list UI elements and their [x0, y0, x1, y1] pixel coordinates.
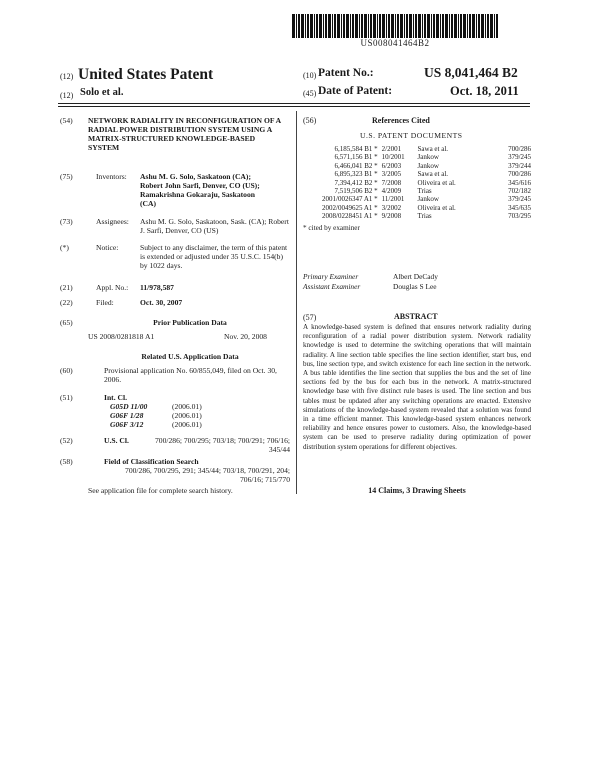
- inventor-line: Robert John Sarfi, Denver, CO (US);: [140, 181, 260, 190]
- ref-class: 702/182: [508, 187, 532, 196]
- field-label: Field of Classification Search: [104, 457, 199, 466]
- barcode-bar: [346, 14, 349, 38]
- ref-number: 2002/0049625 A1 *: [322, 203, 378, 212]
- abstract-text: A knowledge-based system is defined that ensures network radiality during reconfiguration of a radial power distribution system. Network radiality knowledge is used to determine the switching operations that will maintain radiality. A line section table specifies the line section identifier, start bus, end bus, line section type, and switch existence for each line section in the network. A bus table identifies the line section that supplies the bus and the set of line sections fed by the bus for each bus in the network. A matrix-structured knowledge base with five distinct rule bases is used. The line section and bus tables must be updated after any switching operations are enacted. Extensive simulations of the knowledge-based system revealed that a solution was found in a time efficient manner. This knowledge-based system enhances network reliability and hence ensures power to customers. Also, the knowledge-based system can be used to preserve radiality during optimization of power distribution system operations for different objectives.: [303, 323, 531, 451]
- cited-note: * cited by examiner: [303, 224, 360, 232]
- assistant-examiner: Douglas S Lee: [393, 282, 437, 291]
- barcode-bar: [364, 14, 367, 38]
- barcode-bar: [485, 14, 486, 38]
- int-cl-code: (51): [60, 393, 73, 402]
- ref-name: Jankow: [417, 153, 439, 162]
- related-text: Provisional application No. 60/855,049, filed on Oct. 30, 2006.: [104, 366, 277, 384]
- prior-pub-number: US 2008/0281818 A1: [88, 332, 155, 341]
- reference-row: [303, 204, 531, 212]
- us-cl-value: 700/286; 700/295; 703/18; 700/291; 706/16; 345/44: [154, 436, 290, 454]
- barcode-bar: [379, 14, 381, 38]
- appl-label: Appl. No.:: [96, 283, 129, 292]
- barcode-bar: [314, 14, 315, 38]
- reference-row: [303, 170, 531, 178]
- assignees-label: Assignees:: [96, 217, 129, 226]
- ref-name: Trias: [417, 212, 432, 221]
- inid-code-19: (12): [60, 72, 74, 81]
- ref-number: 7,519,506 B2 *: [334, 187, 378, 196]
- assistant-examiner-row: [303, 282, 438, 292]
- filed-date: Oct. 30, 2007: [140, 298, 183, 307]
- ref-class: 345/635: [508, 203, 532, 212]
- ref-number: 6,895,323 B1 *: [334, 170, 378, 179]
- examiners: [303, 272, 438, 292]
- assignees-code: (73): [60, 217, 73, 226]
- ref-name: Jankow: [417, 161, 439, 170]
- reference-row: [303, 187, 531, 195]
- barcode-bar: [469, 14, 471, 38]
- int-cl-class: G06F 3/12: [110, 420, 144, 429]
- ref-class: 700/286: [508, 145, 532, 153]
- ref-name: Trias: [417, 187, 432, 196]
- int-cl-row: [110, 420, 290, 429]
- barcode-bar: [373, 14, 376, 38]
- barcode-bar: [472, 14, 475, 38]
- barcode-bar: [406, 14, 408, 38]
- ref-date: 11/2001: [381, 195, 405, 204]
- inventor-line: (CA): [140, 199, 157, 208]
- filed-code: (22): [60, 298, 73, 307]
- us-cl-code: (52): [60, 436, 73, 445]
- barcode-bar: [433, 14, 435, 38]
- int-cl-year: (2006.01): [172, 402, 202, 411]
- claims-summary: 14 Claims, 3 Drawing Sheets: [368, 486, 466, 495]
- ref-date: 6/2003: [381, 161, 402, 170]
- barcode-bar: [436, 14, 439, 38]
- ref-number: 2001/0026347 A1 *: [322, 195, 378, 204]
- prior-pub-heading: Prior Publication Data: [153, 318, 227, 327]
- refs-code: (56): [303, 116, 317, 125]
- barcode-bar: [350, 14, 351, 38]
- patent-date-label: Date of Patent:: [318, 85, 393, 97]
- barcode-bar: [319, 14, 322, 38]
- reference-row: [303, 162, 531, 170]
- barcode-bar: [352, 14, 354, 38]
- ref-number: 6,571,156 B1 *: [334, 153, 378, 162]
- barcode-bar: [310, 14, 313, 38]
- barcode-bar: [292, 14, 295, 38]
- barcode-bar: [467, 14, 468, 38]
- patent-number-label: Patent No.:: [318, 67, 374, 79]
- see-application: See application file for complete search history.: [88, 486, 233, 495]
- barcode-bar: [332, 14, 333, 38]
- ref-name: Oliveira et al.: [417, 203, 456, 212]
- barcode-bar: [400, 14, 403, 38]
- barcode-bar: [397, 14, 399, 38]
- patent-title: NETWORK RADIALITY IN RECONFIGURATION OF A RADIAL POWER DISTRIBUTION SYSTEM USING A MATRIX-STRUCTURED KNOWLEDGE-BASED SYSTEM: [88, 116, 281, 152]
- ref-date: 2/2001: [381, 145, 402, 153]
- barcode-bar: [424, 14, 426, 38]
- inventor-line: Ashu M. G. Solo, Saskatoon (CA);: [140, 172, 251, 181]
- barcode-bar: [476, 14, 477, 38]
- barcode-bar: [496, 14, 498, 38]
- barcode-bar: [361, 14, 363, 38]
- related-code: (60): [60, 366, 73, 375]
- ref-date: 10/2001: [381, 153, 405, 162]
- int-cl-label: Int. Cl.: [104, 393, 127, 402]
- header-rule-top: [58, 103, 530, 104]
- inventors-list: [140, 172, 290, 208]
- prior-pub-code: (65): [60, 318, 73, 327]
- barcode-bar: [359, 14, 360, 38]
- column-divider: [296, 111, 297, 494]
- related-heading: Related U.S. Application Data: [141, 352, 239, 361]
- barcode-bar: [449, 14, 450, 38]
- int-cl-row: [110, 411, 290, 420]
- barcode-bar: [490, 14, 493, 38]
- ref-date: 3/2002: [381, 203, 402, 212]
- barcode-bar: [422, 14, 423, 38]
- int-cl-row: [110, 402, 290, 411]
- barcode-bar: [377, 14, 378, 38]
- barcode-bar: [355, 14, 358, 38]
- notice-code: (*): [60, 243, 69, 252]
- barcode-bar: [301, 14, 304, 38]
- ref-class: 700/286: [508, 170, 532, 179]
- ref-number: 2008/0228451 A1 *: [322, 212, 378, 221]
- ref-class: 379/245: [508, 195, 532, 204]
- barcode: [292, 14, 502, 38]
- primary-examiner-label: Primary Examiner: [303, 272, 359, 281]
- ref-number: 7,394,412 B2 *: [334, 178, 378, 187]
- barcode-bar: [388, 14, 390, 38]
- notice-label: Notice:: [96, 243, 119, 252]
- barcode-bar: [343, 14, 345, 38]
- int-cl-year: (2006.01): [172, 411, 202, 420]
- inventor-short: Solo et al.: [80, 87, 124, 98]
- barcode-bar: [451, 14, 453, 38]
- ref-class: 379/245: [508, 153, 532, 162]
- patent-date: Oct. 18, 2011: [450, 84, 519, 98]
- abstract-code: (57): [303, 313, 317, 322]
- inid-code-10: (10): [303, 71, 317, 80]
- prior-pub-date: Nov. 20, 2008: [224, 332, 267, 341]
- references-list: [303, 145, 531, 221]
- int-cl-class: G05D 11/00: [110, 402, 148, 411]
- refs-heading: References Cited: [372, 116, 430, 125]
- primary-examiner: Albert DeCady: [393, 272, 438, 281]
- barcode-bar: [323, 14, 324, 38]
- ref-class: 379/244: [508, 161, 532, 170]
- barcode-bar: [334, 14, 336, 38]
- ref-class: 703/295: [508, 212, 532, 221]
- ref-name: Sawa et al.: [417, 145, 449, 153]
- ref-number: 6,185,584 B1 *: [334, 145, 378, 153]
- barcode-bar: [404, 14, 405, 38]
- barcode-bar: [440, 14, 441, 38]
- barcode-bar: [296, 14, 297, 38]
- ref-name: Jankow: [417, 195, 439, 204]
- barcode-bar: [368, 14, 369, 38]
- reference-row: [303, 179, 531, 187]
- inid-code-45: (45): [303, 89, 317, 98]
- int-cl-year: (2006.01): [172, 420, 202, 429]
- barcode-bar: [427, 14, 430, 38]
- reference-row: [303, 153, 531, 161]
- barcode-bar: [445, 14, 448, 38]
- barcode-bar: [305, 14, 306, 38]
- us-cl-label: U.S. Cl.: [104, 436, 129, 445]
- notice-value: Subject to any disclaimer, the term of this patent is extended or adjusted under 35 U.S.C. 154(b) by 1022 days.: [140, 243, 288, 270]
- ref-date: 9/2008: [381, 212, 402, 221]
- us-docs-heading: U.S. PATENT DOCUMENTS: [360, 131, 463, 140]
- primary-examiner-row: [303, 272, 438, 282]
- field-code: (58): [60, 457, 73, 466]
- barcode-bar: [370, 14, 372, 38]
- barcode-bar: [316, 14, 318, 38]
- barcode-number: US008041464B2: [360, 38, 430, 48]
- int-cl-table: [110, 402, 290, 429]
- barcode-bar: [307, 14, 309, 38]
- barcode-bar: [328, 14, 331, 38]
- barcode-bar: [391, 14, 394, 38]
- barcode-bar: [413, 14, 414, 38]
- reference-row: [303, 145, 531, 153]
- barcode-bar: [337, 14, 340, 38]
- ref-date: 3/2005: [381, 170, 402, 179]
- barcode-bar: [298, 14, 300, 38]
- barcode-bar: [409, 14, 412, 38]
- ref-date: 4/2009: [381, 187, 402, 196]
- assistant-examiner-label: Assistant Examiner: [303, 282, 361, 291]
- barcode-bar: [463, 14, 466, 38]
- reference-row: [303, 212, 531, 220]
- barcode-bar: [458, 14, 459, 38]
- barcode-bar: [382, 14, 385, 38]
- appl-number: 11/978,587: [140, 283, 174, 292]
- abstract-heading: ABSTRACT: [394, 312, 438, 321]
- field-value: 700/286, 700/295, 291; 345/44; 703/18, 700/291, 204; 706/16; 715/770: [125, 466, 290, 484]
- barcode-bar: [494, 14, 495, 38]
- barcode-bar: [341, 14, 342, 38]
- int-cl-class: G06F 1/28: [110, 411, 144, 420]
- ref-class: 345/616: [508, 178, 532, 187]
- patent-country: United States Patent: [78, 66, 214, 83]
- ref-name: Oliveira et al.: [417, 178, 456, 187]
- inid-code-12: (12): [60, 91, 74, 100]
- patent-number: US 8,041,464 B2: [424, 65, 518, 80]
- title-code: (54): [60, 116, 73, 125]
- barcode-bar: [481, 14, 484, 38]
- barcode-bar: [442, 14, 444, 38]
- barcode-bar: [395, 14, 396, 38]
- barcode-bar: [418, 14, 421, 38]
- barcode-bar: [454, 14, 457, 38]
- header-rule-bottom: [58, 106, 530, 107]
- appl-code: (21): [60, 283, 73, 292]
- assignees-value: Ashu M. G. Solo, Saskatoon, Sask. (CA); Robert J. Sarfi, Denver, CO (US): [140, 217, 289, 235]
- ref-number: 6,466,041 B2 *: [334, 161, 378, 170]
- barcode-bar: [487, 14, 489, 38]
- barcode-bar: [431, 14, 432, 38]
- filed-label: Filed:: [96, 298, 114, 307]
- barcode-bar: [415, 14, 417, 38]
- barcode-bar: [386, 14, 387, 38]
- reference-row: [303, 195, 531, 203]
- inventor-line: Ramakrishna Gokaraju, Saskatoon: [140, 190, 255, 199]
- barcode-bar: [478, 14, 480, 38]
- inventors-label: Inventors:: [96, 172, 127, 181]
- barcode-bar: [325, 14, 327, 38]
- inventors-code: (75): [60, 172, 73, 181]
- ref-name: Sawa et al.: [417, 170, 449, 179]
- barcode-bar: [460, 14, 462, 38]
- ref-date: 7/2008: [381, 178, 402, 187]
